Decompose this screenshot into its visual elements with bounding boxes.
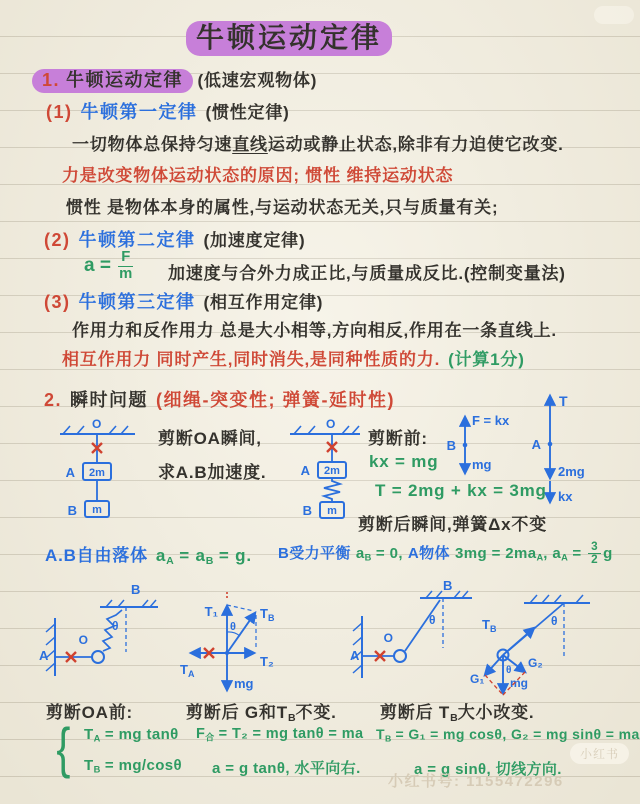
result3-formula: $3mg = 2ma_A$, $a_A$ = $\frac{3}{2}$ g	[454, 540, 613, 567]
body-B-label: B	[67, 503, 77, 518]
section1-heading-paren: (低速宏观物体)	[197, 71, 318, 90]
prompt-line1: 剪断OA瞬间,	[158, 429, 262, 448]
law3-number: (3)	[44, 292, 71, 312]
law1-line1: 一切物体总保持匀速直线运动或静止状态,除非有力迫使它改变.	[72, 135, 564, 154]
mg-label: mg	[510, 676, 528, 690]
TA-label: $T_A$	[180, 662, 195, 679]
mass-2m-label: 2m	[324, 465, 340, 477]
body-A-label: A	[531, 437, 541, 452]
ball	[394, 650, 406, 662]
T1-label: T₁	[204, 604, 218, 619]
before-cut-label: 剪断前:	[368, 429, 428, 448]
equation-T-3mg: T = 2mg + kx = 3mg	[375, 481, 547, 500]
theta-label: θ	[551, 614, 558, 628]
ceiling-B-label: B	[131, 582, 141, 597]
prompt-line2: 求A.B加速度.	[158, 463, 267, 482]
result1-label: A.B自由落体	[45, 546, 148, 565]
body-A-label: A	[300, 463, 310, 478]
equation-kx-mg: kx = mg	[369, 452, 439, 471]
body-A-label: A	[65, 465, 75, 480]
theta-label: θ	[429, 613, 436, 627]
theta-small-label: θ	[506, 665, 512, 676]
point-dot	[225, 651, 229, 655]
watermark-badge: 小红书	[570, 743, 629, 764]
curly-brace: {	[56, 716, 71, 779]
point-O-label: O	[326, 418, 336, 431]
body-B-label: B	[302, 503, 312, 518]
result3-label: A物体	[407, 544, 450, 562]
caption-after-cut-spring: 剪断后 $T_B$大小改变.	[380, 703, 535, 724]
theta-label: θ	[112, 619, 119, 633]
law1-paren: (惯性定律)	[205, 103, 290, 122]
point-O-label: O	[383, 631, 393, 645]
formula-TA: $T_A$ = mg tanθ	[84, 726, 179, 744]
result1-formula: $a_A = a_B = g$.	[155, 546, 252, 567]
TB-label: $T_B$	[260, 606, 275, 623]
gravity-decomposition-diagram	[468, 585, 593, 710]
formula-a-gsin: a = g sinθ, 切线方向.	[414, 761, 562, 778]
law2-formula: a = $\frac{F}{m}$	[84, 249, 133, 282]
force-mg-label: mg	[472, 457, 492, 472]
caption-after-cut-rope: 剪断后 G和$T_B$不变.	[186, 703, 337, 724]
force-diagram-B	[438, 405, 530, 485]
spring-two-mass-diagram	[288, 418, 368, 530]
rope-pendulum-diagram	[350, 580, 485, 694]
T2-label: T₂	[260, 654, 274, 669]
body-B-label: B	[446, 438, 456, 453]
G2-label: G₂	[528, 656, 543, 670]
ceiling-B-label: B	[443, 580, 453, 593]
G1-arrow	[485, 655, 503, 675]
watermark-corner	[594, 6, 634, 24]
law3-paren: (相互作用定律)	[203, 293, 324, 312]
law3-line2-suffix: (计算1分)	[448, 350, 525, 369]
mg-label: mg	[234, 676, 254, 691]
mass-2m-label: 2m	[89, 467, 105, 479]
ceiling-hatch	[106, 600, 156, 607]
force-2mg-label: 2mg	[558, 464, 585, 479]
TB-label: $T_B$	[482, 617, 497, 634]
section1-heading	[32, 69, 193, 93]
section1-heading-text: 牛顿运动定律	[66, 70, 184, 90]
ceiling-hatch	[530, 595, 583, 603]
law2-desc: 加速度与合外力成正比,与质量成反比.(控制变量法)	[168, 264, 566, 283]
law3-line1: 作用力和反作用力 总是大小相等,方向相反,作用在一条直线上.	[72, 321, 557, 340]
section1-number: 1.	[42, 70, 61, 90]
law3-line2: 相互作用力 同时产生,同时消失,是同种性质的力.	[62, 350, 441, 369]
spring-zigzag	[324, 478, 340, 502]
force-decomposition-diagram	[178, 588, 298, 706]
wall-A-label: A	[350, 648, 360, 663]
point-O-label: O	[78, 633, 88, 647]
spring-pendulum-diagram	[38, 580, 188, 694]
formula-Fnet: $F_合 = T_2$ = mg tanθ = ma	[196, 726, 364, 743]
G1-label: G₁	[470, 672, 485, 686]
section2-heading: 瞬时问题	[70, 390, 149, 410]
law1-number: (1)	[46, 102, 73, 122]
force-T-label: T	[559, 393, 568, 409]
law1-line3: 惯性 是物体本身的属性,与运动状态无关,只与质量有关;	[66, 198, 499, 217]
formula-TB-G1-G2: $T_B = G_1$ = mg cosθ, G₂ = mg sinθ = ma	[376, 726, 640, 744]
rope-two-mass-diagram	[55, 418, 165, 530]
caption-before-cut: 剪断OA前:	[46, 703, 133, 722]
after-cut-note: 剪断后瞬间,弹簧Δx不变	[358, 515, 547, 534]
wall-A-label: A	[39, 648, 49, 663]
result2-label: B受力平衡	[278, 544, 351, 562]
section2-number: 2.	[44, 390, 63, 410]
law2-paren: (加速度定律)	[203, 231, 306, 250]
force-F-kx-label: F = kx	[472, 413, 510, 428]
force-kx-label: kx	[558, 489, 573, 504]
law1-name: 牛顿第一定律	[80, 102, 198, 122]
law1-line2: 力是改变物体运动状态的原因; 惯性 维持运动状态	[62, 166, 454, 185]
law2-name: 牛顿第二定律	[78, 230, 196, 250]
mass-m-label: m	[327, 505, 337, 517]
point-O-label: O	[92, 418, 102, 431]
formula-TB: $T_B = mg/\cos\theta$	[84, 757, 183, 775]
page-title: 牛顿运动定律	[186, 21, 392, 56]
formula-a-gtan: a = g tanθ, 水平向右.	[212, 760, 361, 777]
result2-formula: $a_B = 0$,	[355, 544, 403, 563]
TB-arrow	[227, 613, 255, 653]
section2-heading-paren: (细绳-突变性; 弹簧-延时性)	[156, 390, 395, 410]
theta-label: θ	[230, 621, 236, 633]
watermark-user-id: 小红书号: 1155472296	[388, 773, 564, 790]
mass-m-label: m	[92, 504, 102, 516]
ball	[92, 651, 104, 663]
law3-name: 牛顿第三定律	[78, 292, 196, 312]
law2-number: (2)	[44, 230, 71, 250]
